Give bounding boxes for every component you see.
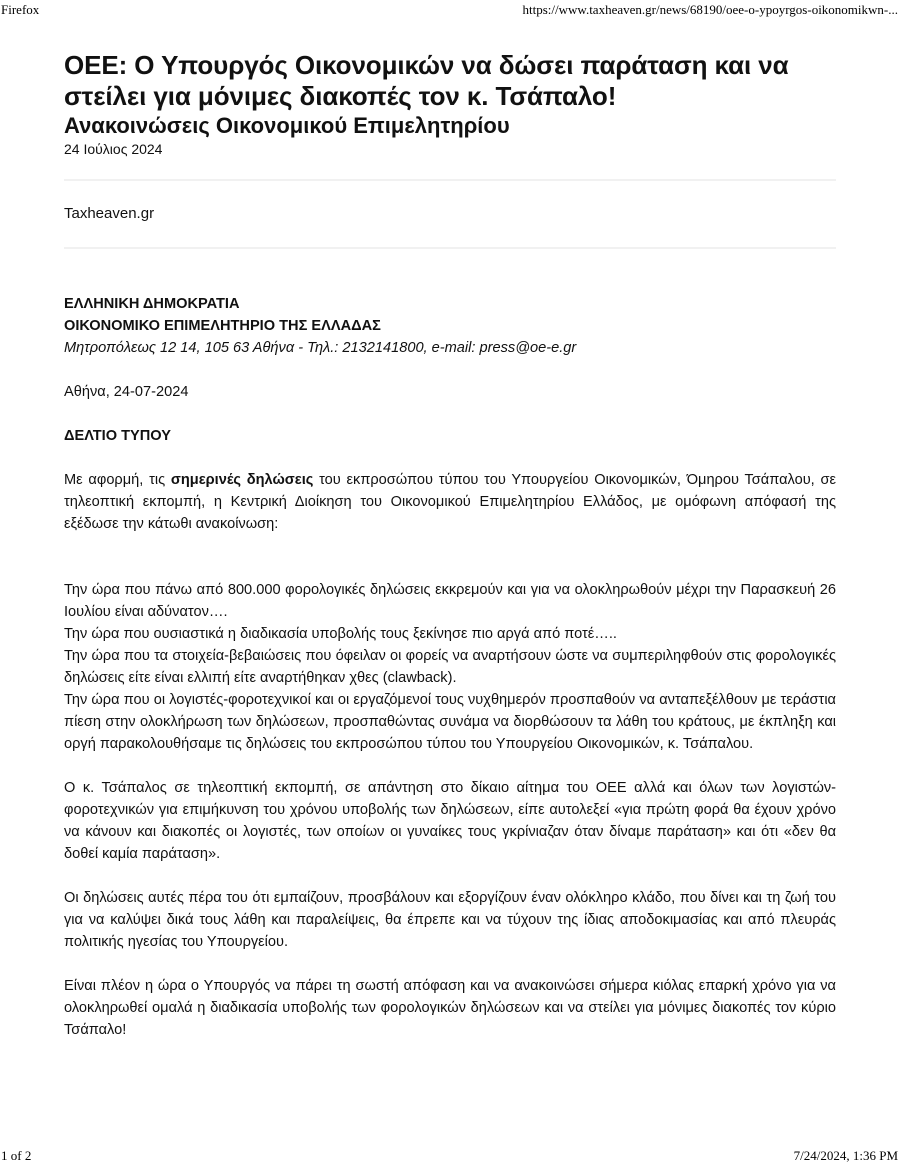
intro-paragraph: [64, 469, 836, 535]
divider: [64, 179, 836, 181]
article-date: 24 Ιούλιος 2024: [64, 141, 163, 157]
paragraph: Είναι πλέον η ώρα ο Υπουργός να πάρει τη σωστή απόφαση και να ανακοινώσει σήμερα κιόλας επαρκή χρόνο για να ολοκληρωθεί ομαλά η διαδικασία υποβολής των φορολογικών δηλώσεων και να στείλει για μόνιμες διακοπές τον κύριο Τσάπαλο!: [64, 978, 836, 1038]
intro-bold-text: σημερινές δηλώσεις: [170, 472, 314, 488]
print-timestamp: 7/24/2024, 1:36 PM: [793, 1148, 898, 1163]
article-page: [64, 50, 836, 1041]
letterhead-organization: ΟΙΚΟΝΟΜΙΚΟ ΕΠΙΜΕΛΗΤΗΡΙΟ ΤΗΣ ΕΛΛΑΔΑΣ: [64, 318, 381, 334]
paragraph: Την ώρα που πάνω από 800.000 φορολογικές δηλώσεις εκκρεμούν και για να ολοκληρωθούν μέχρι την Παρασκευή 26 Ιουλίου είναι αδύνατον….: [64, 582, 836, 620]
article-category: Ανακοινώσεις Οικονομικού Επιμελητηρίου: [64, 113, 510, 138]
letterhead-address: Μητροπόλεως 12 14, 105 63 Αθήνα - Τηλ.: 2132141800, e-mail: press@oe-e.gr: [64, 340, 577, 356]
paragraph: Την ώρα που τα στοιχεία-βεβαιώσεις που όφειλαν οι φορείς να αναρτήσουν ώστε να συμπεριληφθούν στις φορολογικές δηλώσεις είτε είναι ελλιπή είτε αναρτήθηκαν χθες (clawback).: [64, 648, 836, 686]
page-indicator: 1 of 2: [1, 1148, 32, 1163]
paragraph: Την ώρα που ουσιαστικά η διαδικασία υποβολής τους ξεκίνησε πιο αργά από ποτέ…..: [64, 626, 617, 642]
letterhead-country: ΕΛΛΗΝΙΚΗ ΔΗΜΟΚΡΑΤΙΑ: [64, 296, 240, 312]
article-body: [64, 293, 836, 1041]
press-release-label: ΔΕΛΤΙΟ ΤΥΠΟΥ: [64, 428, 171, 444]
intro-text-start: Με αφορμή, τις: [64, 472, 171, 488]
article-source: Taxheaven.gr: [64, 205, 155, 222]
print-header: [0, 2, 900, 18]
paragraph: Ο κ. Τσάπαλος σε τηλεοπτική εκπομπή, σε απάντηση στο δίκαιο αίτημα του ΟΕΕ αλλά και όλων των λογιστών-φοροτεχνικών για επιμήκυνση του χρόνου υποβολής των δηλώσεων, είπε αυτολεξεί «για πρώτη φορά θα έχουν χρόνο να κάνουν και διακοπές οι λογιστές, των οποίων οι γυναίκες τους γκρίνιαζαν όταν δίναμε παράταση» και ότι «δεν θα δοθεί καμία παράταση».: [64, 780, 836, 862]
print-footer: [0, 1148, 900, 1164]
paragraph: Οι δηλώσεις αυτές πέρα του ότι εμπαίζουν, προσβάλουν και εξοργίζουν έναν ολόκληρο κλάδο, που δίνει και τη ζωή του για να καλύψει δικά τους λάθη και παραλείψεις, θα έπρεπε και να τύχουν της ίδιας αποδοκιμασίας και από πλευράς πολιτικής ηγεσίας του Υπουργείου.: [64, 890, 836, 950]
article-title: ΟΕΕ: Ο Υπουργός Οικονομικών να δώσει παράταση και να στείλει για μόνιμες διακοπές τον κ. Τσάπαλο!: [64, 50, 789, 111]
browser-name: Firefox: [1, 2, 40, 17]
paragraph: Την ώρα που οι λογιστές-φοροτεχνικοί και οι εργαζόμενοί τους νυχθημερόν προσπαθούν να ανταπεξέλθουν με τεράστια πίεση στην ολοκλήρωση των δηλώσεων, προσπαθώντας συνάμα να διορθώσουν τα λάθη του κράτους, με έκπληξη και οργή παρακολουθήσαμε τις δηλώσεις του εκπροσώπου τύπου του Υπουργείου Οικονομικών, κ. Τσάπαλου.: [64, 692, 836, 752]
place-date: Αθήνα, 24-07-2024: [64, 384, 189, 400]
intro-text-end: του εκπροσώπου τύπου του Υπουργείου Οικονομικών, Όμηρου Τσάπαλου, σε τηλεοπτική εκπομπή, η Κεντρική Διοίκηση του Οικονομικού Επιμελητηρίου Ελλάδος, με ομόφωνη απόφασή της εξέδωσε την κάτωθι ανακοίνωση:: [64, 472, 836, 532]
divider: [64, 247, 836, 249]
page-url: https://www.taxheaven.gr/news/68190/oee-o-ypoyrgos-oikonomikwn-...: [522, 2, 898, 17]
